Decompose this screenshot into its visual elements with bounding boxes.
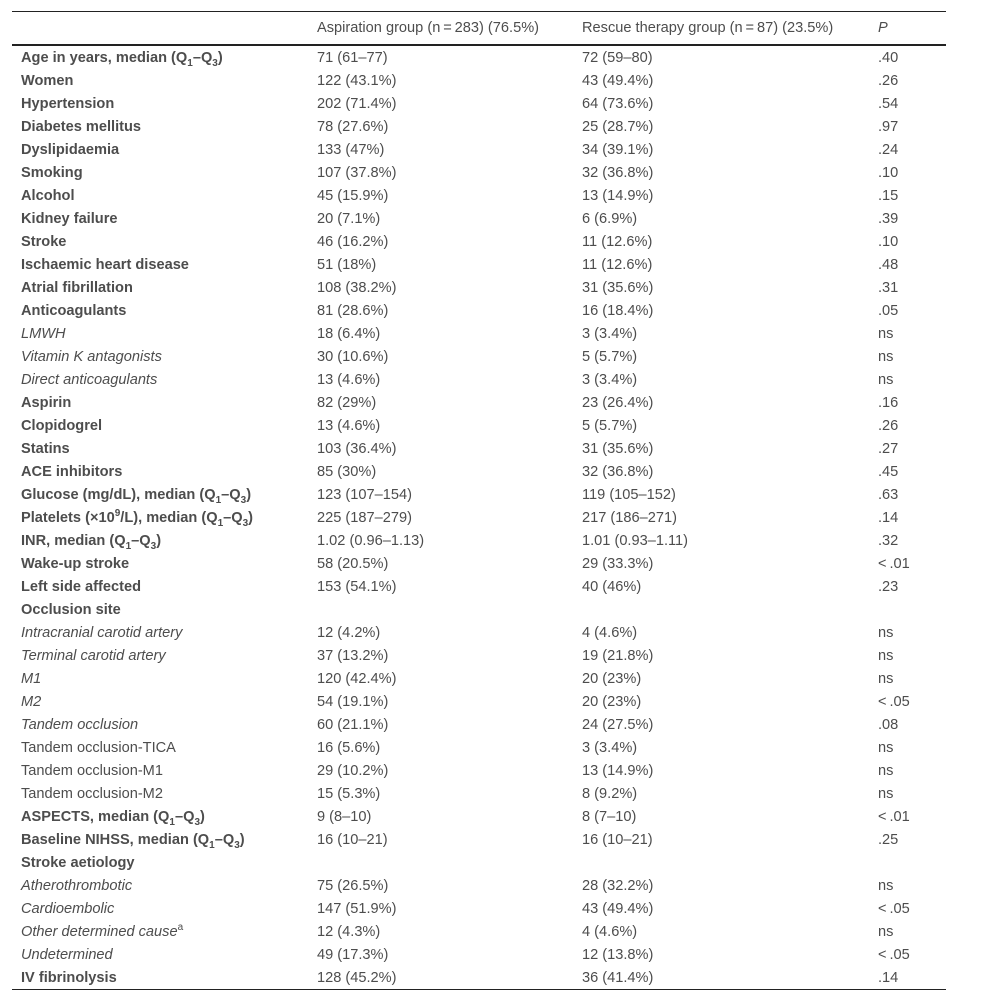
table-row: [12, 460, 946, 483]
rescue-value: 72 (59–80): [582, 49, 653, 66]
aspiration-value: 123 (107–154): [317, 486, 412, 503]
p-value: .26: [878, 72, 899, 89]
aspiration-value: 107 (37.8%): [317, 164, 397, 181]
rescue-value: 64 (73.6%): [582, 95, 654, 112]
rescue-value: 16 (10–21): [582, 831, 653, 848]
aspiration-value: 128 (45.2%): [308, 966, 573, 990]
row-label-part: ): [217, 49, 223, 66]
table-row: [12, 253, 946, 276]
row-label-part: Baseline NIHSS, median (Q: [21, 831, 210, 848]
rescue-value: 34 (39.1%): [582, 141, 654, 158]
row-label-part: INR, median (Q: [21, 532, 126, 549]
aspiration-value: 54 (19.1%): [317, 693, 389, 710]
row-label: [12, 345, 308, 368]
row-label-part: Kidney failure: [21, 210, 118, 227]
p-value: ns: [878, 670, 894, 687]
table-row: [12, 184, 946, 207]
table-row: [12, 345, 946, 368]
p-value: < .01: [878, 808, 910, 825]
row-label: [12, 667, 308, 690]
p-value: .14: [878, 509, 899, 526]
aspiration-value: [308, 598, 573, 621]
row-label: [12, 644, 308, 667]
aspiration-value: 108 (38.2%): [317, 279, 397, 296]
row-label-part: 1: [215, 494, 222, 506]
rescue-value: 217 (186–271): [582, 509, 677, 526]
rescue-value: 6 (6.9%): [582, 210, 638, 227]
row-label-part: IV fibrinolysis: [21, 969, 117, 986]
aspiration-value: 1.02 (0.96–1.13): [317, 532, 425, 549]
table-row: [12, 828, 946, 851]
row-label-part: M2: [21, 693, 42, 710]
p-value: ns: [878, 371, 894, 388]
table-row: [12, 851, 946, 874]
aspiration-value: 12 (4.3%): [317, 923, 381, 940]
p-value: ns: [878, 923, 894, 940]
p-value: .05: [878, 302, 899, 319]
table-row: [12, 276, 946, 299]
table-row: [12, 414, 946, 437]
p-value: .45: [878, 463, 899, 480]
rescue-value: 3 (3.4%): [582, 325, 638, 342]
rescue-value: 32 (36.8%): [582, 164, 654, 181]
rescue-value: 19 (21.8%): [582, 647, 654, 664]
row-label: [12, 782, 308, 805]
table-row: [12, 874, 946, 897]
aspiration-value: 120 (42.4%): [317, 670, 397, 687]
table-row: [12, 621, 946, 644]
aspiration-value: 16 (5.6%): [317, 739, 381, 756]
row-label-part: ): [246, 486, 252, 503]
table-row: [12, 759, 946, 782]
aspiration-value: 20 (7.1%): [317, 210, 381, 227]
row-label: [12, 69, 308, 92]
row-label: [12, 184, 308, 207]
table-row: [12, 506, 946, 529]
p-value: ns: [878, 348, 894, 365]
aspiration-value: 75 (26.5%): [317, 877, 389, 894]
row-label-part: a: [177, 921, 184, 933]
rescue-value: 8 (7–10): [582, 808, 637, 825]
row-label: [12, 920, 308, 943]
row-label-part: Terminal carotid artery: [21, 647, 166, 664]
p-value: [869, 851, 946, 874]
row-label: [12, 598, 308, 621]
table-row: [12, 45, 946, 69]
row-label-part: ): [239, 831, 245, 848]
row-label-part: Left side affected: [21, 578, 142, 595]
row-label-part: ): [156, 532, 162, 549]
table-row: [12, 368, 946, 391]
table-row: [12, 299, 946, 322]
rescue-value: 24 (27.5%): [582, 716, 654, 733]
row-label: [12, 437, 308, 460]
aspiration-value: 51 (18%): [317, 256, 377, 273]
aspiration-value: 18 (6.4%): [317, 325, 381, 342]
row-label-part: Undetermined: [21, 946, 113, 963]
p-value: .31: [878, 279, 899, 296]
row-label-part: Anticoagulants: [21, 302, 127, 319]
table-row: [12, 575, 946, 598]
row-label-part: Cardioembolic: [21, 900, 115, 917]
p-value: .54: [878, 95, 899, 112]
table-row: [12, 805, 946, 828]
p-value: ns: [878, 739, 894, 756]
aspiration-value: 81 (28.6%): [317, 302, 389, 319]
row-label-part: Alcohol: [21, 187, 75, 204]
rescue-value: 13 (14.9%): [582, 762, 654, 779]
row-label: [12, 966, 308, 990]
aspiration-value: 49 (17.3%): [317, 946, 389, 963]
row-label-part: 1: [217, 517, 224, 529]
row-label-part: Clopidogrel: [21, 417, 103, 434]
row-label-part: –Q: [214, 831, 235, 848]
row-label-part: Glucose (mg/dL), median (Q: [21, 486, 216, 503]
row-label-part: Vitamin K antagonists: [21, 348, 162, 365]
row-label: [12, 552, 308, 575]
row-label-part: 3: [194, 816, 200, 828]
table-row: [12, 483, 946, 506]
row-label: [12, 713, 308, 736]
rescue-value: 119 (105–152): [582, 486, 676, 503]
rescue-value: 5 (5.7%): [582, 348, 638, 365]
row-label-part: Hypertension: [21, 95, 115, 112]
row-label-part: Tandem occlusion: [21, 716, 139, 733]
aspiration-value: 60 (21.1%): [317, 716, 389, 733]
row-label: [12, 45, 308, 69]
rescue-value: 4 (4.6%): [582, 624, 638, 641]
p-value: ns: [878, 325, 894, 342]
table-row: [12, 322, 946, 345]
row-label: [12, 575, 308, 598]
table-row: [12, 161, 946, 184]
table-row: [12, 230, 946, 253]
table-row: [12, 598, 946, 621]
rescue-value: 23 (26.4%): [582, 394, 654, 411]
aspiration-value: 13 (4.6%): [317, 371, 381, 388]
header-cell-p: P: [869, 12, 946, 46]
p-value: .14: [869, 966, 946, 990]
row-label: [12, 253, 308, 276]
rescue-value: 1.01 (0.93–1.11): [582, 532, 689, 549]
p-value: .26: [878, 417, 899, 434]
rescue-value: 3 (3.4%): [582, 371, 638, 388]
table-row: [12, 115, 946, 138]
row-label: [12, 759, 308, 782]
row-label: [12, 138, 308, 161]
row-label: [12, 506, 308, 529]
row-label-part: Tandem occlusion-TICA: [21, 739, 176, 756]
row-label-part: Aspirin: [21, 394, 72, 411]
row-label-part: /L), median (Q: [120, 509, 218, 526]
table-row: [12, 920, 946, 943]
row-label-part: Platelets (×10: [21, 509, 115, 526]
aspiration-value: 46 (16.2%): [317, 233, 389, 250]
table-row: [12, 966, 946, 990]
rescue-value: 36 (41.4%): [573, 966, 869, 990]
table-row: [12, 690, 946, 713]
row-label-part: ): [248, 509, 254, 526]
table-row: [12, 552, 946, 575]
row-label-part: –Q: [131, 532, 151, 549]
rescue-value: 16 (18.4%): [582, 302, 654, 319]
table-row: [12, 667, 946, 690]
row-label-part: Wake-up stroke: [21, 555, 130, 572]
aspiration-value: 82 (29%): [317, 394, 377, 411]
table-row: [12, 897, 946, 920]
row-label-part: Stroke aetiology: [21, 854, 135, 871]
row-label-part: Women: [21, 72, 74, 89]
row-label-part: Intracranial carotid artery: [21, 624, 183, 641]
row-label: [12, 828, 308, 851]
rescue-value: 29 (33.3%): [582, 555, 654, 572]
p-value: .23: [878, 578, 899, 595]
p-value: < .05: [878, 900, 910, 917]
row-label-part: 1: [187, 57, 193, 69]
header-cell-label: [12, 12, 308, 46]
aspiration-value: 58 (20.5%): [317, 555, 389, 572]
row-label: [12, 460, 308, 483]
table-row: [12, 437, 946, 460]
table-row: [12, 736, 946, 759]
p-value: .97: [878, 118, 899, 135]
row-label: [12, 621, 308, 644]
row-label: [12, 161, 308, 184]
p-value: .15: [878, 187, 899, 204]
row-label-part: Smoking: [21, 164, 83, 181]
p-value: ns: [878, 785, 894, 802]
row-label: [12, 874, 308, 897]
table-container: [12, 11, 946, 990]
row-label: [12, 414, 308, 437]
rescue-value: 11 (12.6%): [582, 256, 653, 273]
aspiration-value: 71 (61–77): [317, 49, 388, 66]
row-label: [12, 897, 308, 920]
rescue-value: [573, 598, 869, 621]
row-label-part: 1: [169, 816, 175, 828]
table-row: [12, 644, 946, 667]
row-label: [12, 207, 308, 230]
row-label-part: ASPECTS, median (Q: [21, 808, 170, 825]
row-label-part: 3: [240, 494, 247, 506]
table-body: [12, 45, 946, 990]
aspiration-value: 147 (51.9%): [317, 900, 397, 917]
row-label: [12, 115, 308, 138]
rescue-value: 32 (36.8%): [582, 463, 654, 480]
row-label-part: 3: [150, 540, 157, 552]
table-row: [12, 391, 946, 414]
row-label-part: Occlusion site: [21, 601, 121, 618]
row-label: [12, 736, 308, 759]
row-label-part: Stroke: [21, 233, 67, 250]
table-row: [12, 69, 946, 92]
table-row: [12, 782, 946, 805]
aspiration-value: 122 (43.1%): [317, 72, 397, 89]
aspiration-value: 13 (4.6%): [317, 417, 381, 434]
table-row: [12, 713, 946, 736]
p-value: .10: [878, 164, 899, 181]
rescue-value: 8 (9.2%): [582, 785, 638, 802]
row-label-part: ACE inhibitors: [21, 463, 123, 480]
rescue-value: 11 (12.6%): [582, 233, 653, 250]
p-value: < .05: [878, 946, 910, 963]
rescue-value: 12 (13.8%): [582, 946, 654, 963]
row-label-part: Tandem occlusion-M2: [21, 785, 163, 802]
aspiration-value: 15 (5.3%): [317, 785, 381, 802]
row-label: [12, 276, 308, 299]
row-label-part: Atrial fibrillation: [21, 279, 133, 296]
p-value: ns: [878, 624, 894, 641]
row-label-part: Ischaemic heart disease: [21, 256, 189, 273]
p-value: .40: [878, 49, 899, 66]
row-label-part: 3: [234, 839, 240, 851]
row-label-part: 3: [242, 517, 249, 529]
p-value: ns: [878, 647, 894, 664]
rescue-value: 13 (14.9%): [582, 187, 654, 204]
aspiration-value: 29 (10.2%): [317, 762, 389, 779]
p-value: .39: [878, 210, 899, 227]
aspiration-value: 45 (15.9%): [317, 187, 389, 204]
aspiration-value: 133 (47%): [317, 141, 385, 158]
row-label-part: Dyslipidaemia: [21, 141, 120, 158]
row-label-part: –Q: [192, 49, 213, 66]
p-value: .27: [878, 440, 899, 457]
p-value: .32: [878, 532, 899, 549]
rescue-value: 3 (3.4%): [582, 739, 638, 756]
rescue-value: 40 (46%): [582, 578, 642, 595]
rescue-value: 43 (49.4%): [582, 72, 654, 89]
table-row: [12, 207, 946, 230]
p-value: .24: [878, 141, 899, 158]
p-value: .48: [878, 256, 899, 273]
p-value: < .05: [878, 693, 910, 710]
aspiration-value: 103 (36.4%): [317, 440, 397, 457]
row-label: [12, 322, 308, 345]
row-label-part: Other determined cause: [21, 923, 178, 940]
aspiration-value: [308, 851, 573, 874]
header-cell-aspiration: Aspiration group (n = 283) (76.5%): [308, 12, 573, 46]
rescue-value: 25 (28.7%): [582, 118, 654, 135]
baseline-characteristics-table: [12, 11, 946, 990]
table-row: [12, 943, 946, 966]
row-label-part: Direct anticoagulants: [21, 371, 158, 388]
row-label-part: 9: [114, 507, 121, 519]
row-label: [12, 230, 308, 253]
row-label-part: –Q: [223, 509, 243, 526]
row-label: [12, 943, 308, 966]
rescue-value: 5 (5.7%): [582, 417, 638, 434]
row-label: [12, 529, 308, 552]
row-label-part: –Q: [221, 486, 241, 503]
p-value: [869, 598, 946, 621]
rescue-value: 20 (23%): [582, 670, 642, 687]
rescue-value: 31 (35.6%): [582, 440, 654, 457]
row-label-part: 1: [125, 540, 132, 552]
rescue-value: [573, 851, 869, 874]
row-label-part: M1: [21, 670, 42, 687]
p-value: .63: [878, 486, 899, 503]
aspiration-value: 37 (13.2%): [317, 647, 389, 664]
header-cell-rescue: Rescue therapy group (n = 87) (23.5%): [573, 12, 869, 46]
aspiration-value: 9 (8–10): [317, 808, 372, 825]
aspiration-value: 202 (71.4%): [317, 95, 397, 112]
row-label-part: Age in years, median (Q: [21, 49, 188, 66]
p-value: .16: [878, 394, 899, 411]
table-row: [12, 92, 946, 115]
row-label-part: 3: [212, 57, 218, 69]
table-header-row: [12, 12, 946, 46]
row-label: [12, 851, 308, 874]
p-value: < .01: [878, 555, 910, 572]
table-row: [12, 529, 946, 552]
aspiration-value: 12 (4.2%): [317, 624, 381, 641]
row-label: [12, 92, 308, 115]
row-label: [12, 368, 308, 391]
aspiration-value: 85 (30%): [317, 463, 377, 480]
rescue-value: 43 (49.4%): [582, 900, 654, 917]
row-label-part: Statins: [21, 440, 70, 457]
rescue-value: 28 (32.2%): [582, 877, 654, 894]
rescue-value: 31 (35.6%): [582, 279, 654, 296]
aspiration-value: 225 (187–279): [317, 509, 412, 526]
row-label: [12, 391, 308, 414]
p-value: .08: [878, 716, 899, 733]
rescue-value: 20 (23%): [582, 693, 642, 710]
aspiration-value: 30 (10.6%): [317, 348, 389, 365]
row-label-part: ): [200, 808, 205, 825]
row-label-part: –Q: [174, 808, 195, 825]
row-label-part: Tandem occlusion-M1: [21, 762, 163, 779]
aspiration-value: 78 (27.6%): [317, 118, 389, 135]
aspiration-value: 16 (10–21): [317, 831, 388, 848]
row-label-part: Atherothrombotic: [21, 877, 133, 894]
p-value: .25: [878, 831, 899, 848]
row-label: [12, 299, 308, 322]
row-label-part: Diabetes mellitus: [21, 118, 142, 135]
table-row: [12, 138, 946, 161]
p-value: ns: [878, 762, 894, 779]
rescue-value: 4 (4.6%): [582, 923, 638, 940]
row-label: [12, 483, 308, 506]
row-label-part: LMWH: [21, 325, 66, 342]
p-value: .10: [878, 233, 899, 250]
aspiration-value: 153 (54.1%): [317, 578, 397, 595]
row-label-part: 1: [209, 839, 215, 851]
row-label: [12, 690, 308, 713]
p-value: ns: [878, 877, 894, 894]
row-label: [12, 805, 308, 828]
